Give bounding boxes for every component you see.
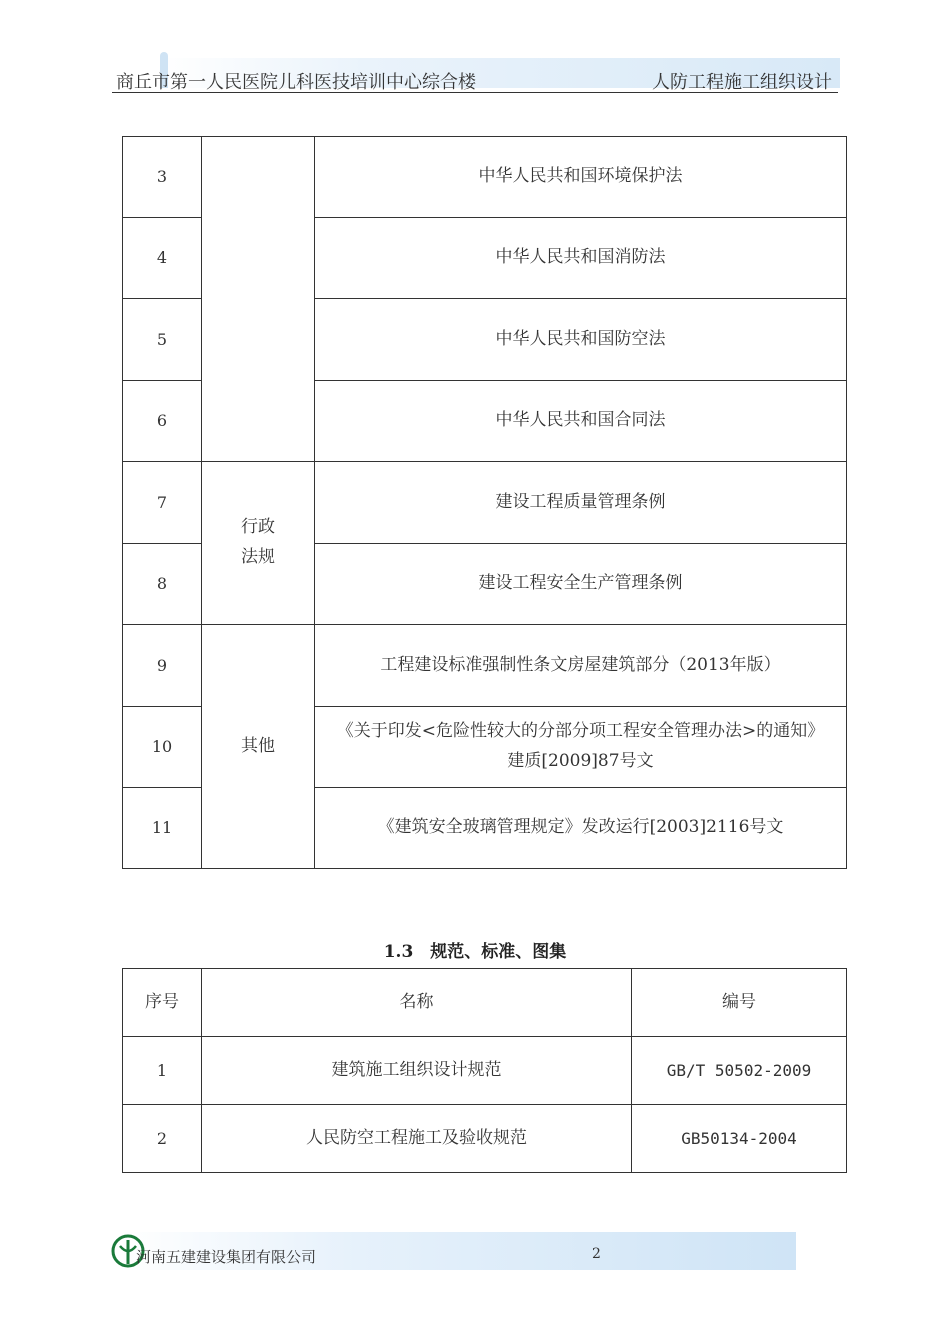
law-name: 《关于印发<危险性较大的分部分项工程安全管理办法>的通知》建质[2009]87号文 xyxy=(315,707,847,788)
table-row xyxy=(123,1037,847,1105)
row-number: 8 xyxy=(123,544,202,625)
standard-name: 建筑施工组织设计规范 xyxy=(202,1037,632,1105)
row-number: 10 xyxy=(123,707,202,788)
law-name: 《建筑安全玻璃管理规定》发改运行[2003]2116号文 xyxy=(315,788,847,869)
law-name: 中华人民共和国环境保护法 xyxy=(315,137,847,218)
row-number: 9 xyxy=(123,625,202,707)
law-name: 中华人民共和国合同法 xyxy=(315,381,847,462)
law-name: 建设工程安全生产管理条例 xyxy=(315,544,847,625)
header-project-title: 商丘市第一人民医院儿科医技培训中心综合楼 xyxy=(116,72,476,93)
header-no: 序号 xyxy=(123,969,202,1037)
laws-table xyxy=(122,136,847,869)
table-header-row xyxy=(123,969,847,1037)
law-name: 中华人民共和国防空法 xyxy=(315,299,847,381)
law-name: 工程建设标准强制性条文房屋建筑部分（2013年版） xyxy=(315,625,847,707)
standards-table xyxy=(122,968,847,1173)
header-rule xyxy=(112,92,838,93)
table-row xyxy=(123,137,847,218)
standard-code: GB/T 50502-2009 xyxy=(632,1037,847,1105)
category-cell-empty xyxy=(202,137,315,462)
page-number: 2 xyxy=(592,1246,601,1262)
row-number: 5 xyxy=(123,299,202,381)
table-row xyxy=(123,1105,847,1173)
row-number: 6 xyxy=(123,381,202,462)
table-row xyxy=(123,625,847,707)
table-row xyxy=(123,462,847,544)
section-title: 1.3 规范、标准、图集 xyxy=(383,942,567,962)
header-code: 编号 xyxy=(632,969,847,1037)
row-number: 3 xyxy=(123,137,202,218)
header-document-title: 人防工程施工组织设计 xyxy=(652,72,832,93)
row-number: 4 xyxy=(123,218,202,299)
standard-name: 人民防空工程施工及验收规范 xyxy=(202,1105,632,1173)
footer-company-name: 河南五建建设集团有限公司 xyxy=(136,1248,317,1266)
row-number: 11 xyxy=(123,788,202,869)
header-name: 名称 xyxy=(202,969,632,1037)
row-number: 7 xyxy=(123,462,202,544)
category-label-line1: 行政 xyxy=(241,517,275,538)
row-number: 1 xyxy=(123,1037,202,1105)
category-label-line2: 法规 xyxy=(241,547,275,567)
standard-code: GB50134-2004 xyxy=(632,1105,847,1173)
row-number: 2 xyxy=(123,1105,202,1173)
law-name: 建设工程质量管理条例 xyxy=(315,462,847,544)
category-other: 其他 xyxy=(202,625,315,869)
category-admin-regulations xyxy=(202,462,315,625)
law-name: 中华人民共和国消防法 xyxy=(315,218,847,299)
